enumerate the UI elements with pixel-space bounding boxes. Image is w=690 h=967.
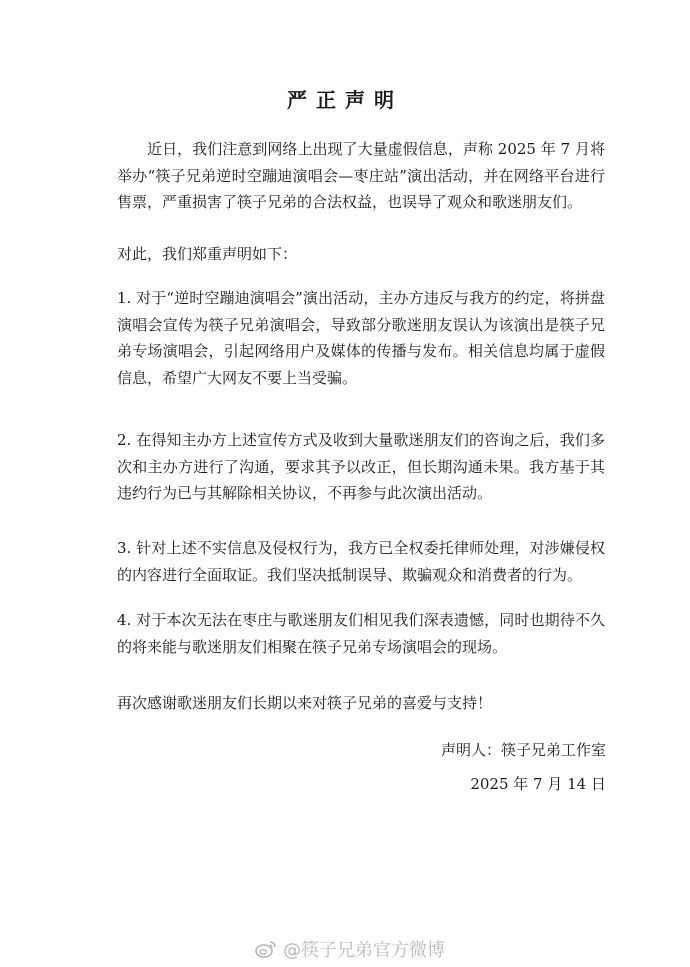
paragraph-intro [117,136,605,216]
paragraph-thanks [117,690,605,717]
weibo-watermark [255,935,445,963]
paragraph-item-3-text: 3. 针对上述不实信息及侵权行为，我方已全权委托律师处理，对涉嫌侵权的内容进行全面取证。我们坚决抵制误导、欺骗观众和消费者的行为。 [117,539,605,584]
signature: 声明人：筷子兄弟工作室 [440,741,606,759]
paragraph-item-4-text: 4. 对于本次无法在枣庄与歌迷朋友们相见我们深表遗憾，同时也期待不久的将来能与歌迷朋友们相聚在筷子兄弟专场演唱会的现场。 [117,611,605,656]
watermark-text: @筷子兄弟官方微博 [283,940,445,961]
paragraph-item-4 [117,607,605,660]
paragraph-intro-text: 近日，我们注意到网络上出现了大量虚假信息，声称 2025 年 7 月将举办“筷子兄弟逆时空蹦迪演唱会—枣庄站”演出活动，并在网络平台进行售票，严重损害了筷子兄弟的合法权益，也误导了观众和歌迷朋友们。 [117,140,605,211]
weibo-icon [255,939,277,959]
paragraph-item-2 [117,427,605,507]
paragraph-declaration-lead-text: 对此，我们郑重声明如下： [117,245,298,263]
statement-date: 2025 年 7 月 14 日 [470,775,606,793]
paragraph-item-1 [117,285,605,391]
statement-title: 严正声明 [287,88,403,112]
paragraph-thanks-text: 再次感谢歌迷朋友们长期以来对筷子兄弟的喜爱与支持！ [117,694,493,712]
paragraph-item-2-text: 2. 在得知主办方上述宣传方式及收到大量歌迷朋友们的咨询之后，我们多次和主办方进行了沟通，要求其予以改正，但长期沟通未果。我方基于其违约行为已与其解除相关协议，不再参与此次演出活动。 [117,431,605,502]
paragraph-declaration-lead [117,241,605,268]
paragraph-item-3 [117,535,605,588]
paragraph-item-1-text: 1. 对于“逆时空蹦迪演唱会”演出活动，主办方违反与我方的约定，将拼盘演唱会宣传为筷子兄弟演唱会，导致部分歌迷朋友误认为该演出是筷子兄弟专场演唱会，引起网络用户及媒体的传播与发布。相关信息均属于虚假信息，希望广大网友不要上当受骗。 [117,289,605,387]
